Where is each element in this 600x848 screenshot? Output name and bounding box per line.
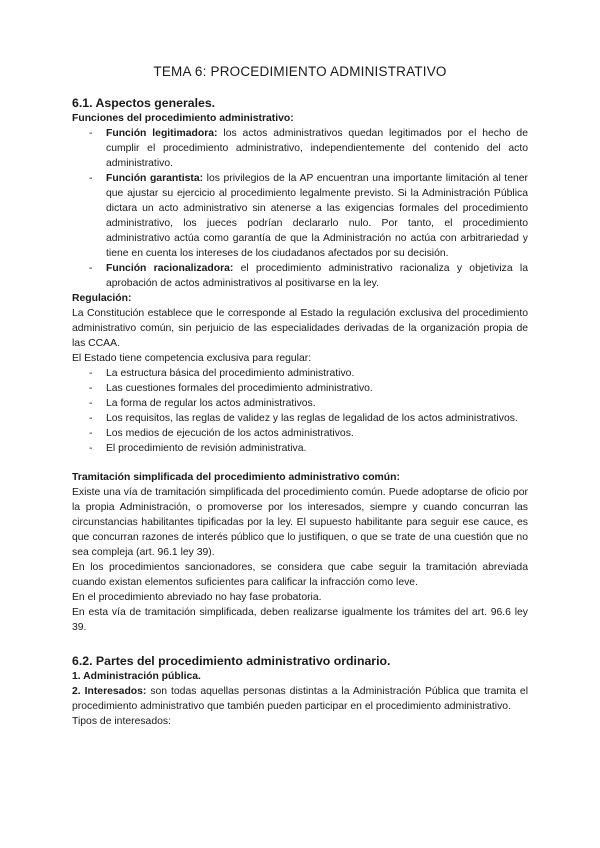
- tramitacion-paragraph: En esta vía de tramitación simplificada, deben realizarse igualmente los trámites del art. 96.6 ley 39.: [72, 607, 528, 633]
- tipos-interesados: Tipos de interesados:: [72, 716, 171, 727]
- tramitacion-paragraph: En el procedimiento abreviado no hay fase probatoria.: [72, 592, 322, 603]
- function-term: Función legitimadora:: [106, 128, 218, 139]
- tramitacion-paragraph: Existe una vía de tramitación simplificada del procedimiento común. Puede adoptarse de oficio por la propia Administración, o promoverse por los interesados, siempre y cuando concurran las circunstancias habilitantes tipificadas por la ley. El supuesto habilitante para seguir ese cauce, es que concurran razones de interés público que lo justifiquen, o que se trate de una cuestión que no sea compleja (art. 96.1 ley 39).: [72, 487, 528, 558]
- parte-interesados: [72, 684, 528, 714]
- parte-administracion: 1. Administración pública.: [72, 671, 201, 682]
- tramitacion-paragraph: En los procedimientos sancionadores, se considera que cabe seguir la tramitación abreviada cuando existan elementos suficientes para calificar la infracción como leve.: [72, 562, 528, 588]
- regulacion-heading: Regulación:: [72, 293, 132, 304]
- list-item: - Las cuestiones formales del procedimiento administrativo.: [72, 381, 528, 396]
- list-item: - Los requisitos, las reglas de validez y las reglas de legalidad de los actos administrativos.: [72, 411, 528, 426]
- regulacion-intro: El Estado tiene competencia exclusiva para regular:: [72, 353, 312, 364]
- list-item: - Los medios de ejecución de los actos administrativos.: [72, 426, 528, 441]
- list-item: [72, 261, 528, 291]
- list-item: - La forma de regular los actos administrativos.: [72, 396, 528, 411]
- regulacion-paragraph: La Constitución establece que le corresponde al Estado la regulación exclusiva del procedimiento administrativo común, sin perjuicio de las especialidades derivadas de la organización propia de las CCAA.: [72, 308, 528, 349]
- page-title: TEMA 6: PROCEDIMIENTO ADMINISTRATIVO: [153, 64, 447, 79]
- list-item: - El procedimiento de revisión administrativa.: [72, 441, 528, 456]
- list-item: [72, 126, 528, 171]
- function-text: los privilegios de la AP encuentran una importante limitación al tener que ajustar su ejercicio al procedimiento legalmente previsto. Si la Administración Pública dictara un acto administrativo sin atenerse a las exigencias formales del procedimiento administrativo, los jueces podrían declararlo nulo. Por tanto, el procedimiento administrativo actúa como garantía de que la Administración no actúa con arbitrariedad y tiene en cuenta los intereses de los ciudadanos afectados por su decisión.: [106, 173, 528, 259]
- function-term: Función garantista:: [106, 173, 204, 184]
- section-heading-6-1: 6.1. Aspectos generales.: [72, 96, 216, 110]
- section-heading-6-2: 6.2. Partes del procedimiento administrativo ordinario.: [72, 654, 391, 668]
- interesados-term: 2. Interesados:: [72, 686, 147, 697]
- funciones-list: [72, 126, 528, 291]
- function-text: el procedimiento administrativo racionaliza y objetiviza la aprobación de actos administrativos al positivarse en la ley.: [106, 263, 528, 289]
- tramitacion-heading: Tramitación simplificada del procedimiento administrativo común:: [72, 472, 400, 483]
- list-item: [72, 171, 528, 261]
- function-term: Función racionalizadora:: [106, 263, 234, 274]
- spacer: [72, 456, 528, 470]
- funciones-heading: Funciones del procedimiento administrativo:: [72, 113, 294, 124]
- interesados-text: son todas aquellas personas distintas a la Administración Pública que tramita el procedimiento administrativo que también pueden participar en el procedimiento administrativo.: [72, 686, 528, 712]
- competencias-list: [72, 366, 528, 456]
- list-item: - La estructura básica del procedimiento administrativo.: [72, 366, 528, 381]
- page-content: [72, 64, 528, 729]
- function-text: los actos administrativos quedan legitimados por el hecho de cumplir el procedimiento administrativo, independientemente del contenido del acto administrativo.: [106, 128, 528, 169]
